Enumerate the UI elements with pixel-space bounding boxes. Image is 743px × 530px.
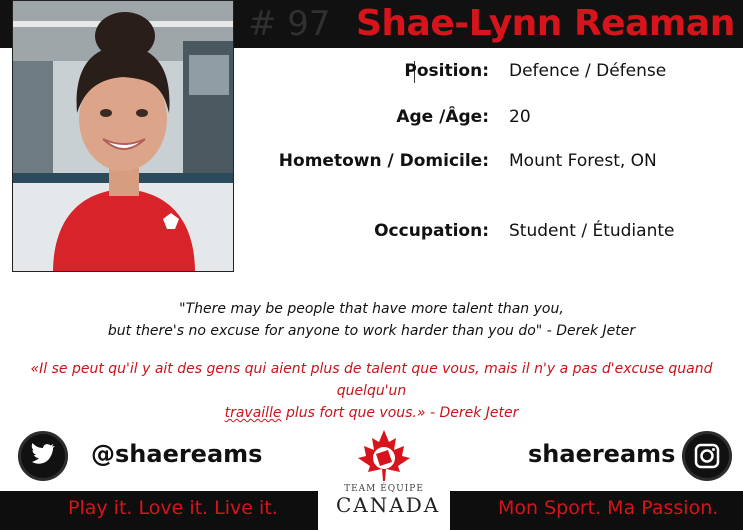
twitter-bird-icon[interactable] xyxy=(18,431,68,481)
jersey-number: # 97 xyxy=(248,4,331,44)
player-photo-illustration xyxy=(13,1,234,272)
hometown-value: Mount Forest, ON xyxy=(509,151,657,171)
occupation-value: Student / Étudiante xyxy=(509,221,675,241)
age-value: 20 xyxy=(509,107,531,127)
quote-english-line-2: but there's no excuse for anyone to work harder than you do" - Derek Jeter xyxy=(107,323,636,339)
player-photo xyxy=(12,0,234,272)
quote-french xyxy=(0,358,743,424)
age-label: Age /Âge: xyxy=(396,107,489,127)
maple-leaf-hockey-logo xyxy=(318,424,450,484)
quote-english xyxy=(0,298,743,342)
position-value: Defence / Défense xyxy=(509,61,667,81)
instagram-handle[interactable]: shaereams xyxy=(528,440,676,468)
twitter-handle[interactable]: @shaereams xyxy=(91,440,263,468)
logo-text-canada: CANADA xyxy=(336,493,441,517)
position-label: Position: xyxy=(404,61,489,81)
slogan-english: Play it. Love it. Live it. xyxy=(68,497,278,519)
logo-text-team: TEAM ÉQUIPE xyxy=(344,484,424,494)
quote-english-line-1: "There may be people that have more talent than you, xyxy=(179,301,564,317)
quote-french-line-2 xyxy=(0,402,743,424)
quote-french-line-1: «Il se peut qu'il y ait des gens qui aient plus de talent que vous, mais il n'y a pas d'excuse quand quelqu'un xyxy=(30,361,713,399)
player-name: Shae-Lynn Reaman xyxy=(356,3,735,44)
quote-french-line-2-rest: plus fort que vous.» - Derek Jeter xyxy=(281,405,519,421)
spellcheck-word: travaille xyxy=(224,405,282,421)
hometown-label: Hometown / Domicile: xyxy=(278,151,489,171)
occupation-label: Occupation: xyxy=(374,221,489,241)
instagram-camera-icon[interactable] xyxy=(682,431,732,481)
slogan-french: Mon Sport. Ma Passion. xyxy=(498,497,719,519)
